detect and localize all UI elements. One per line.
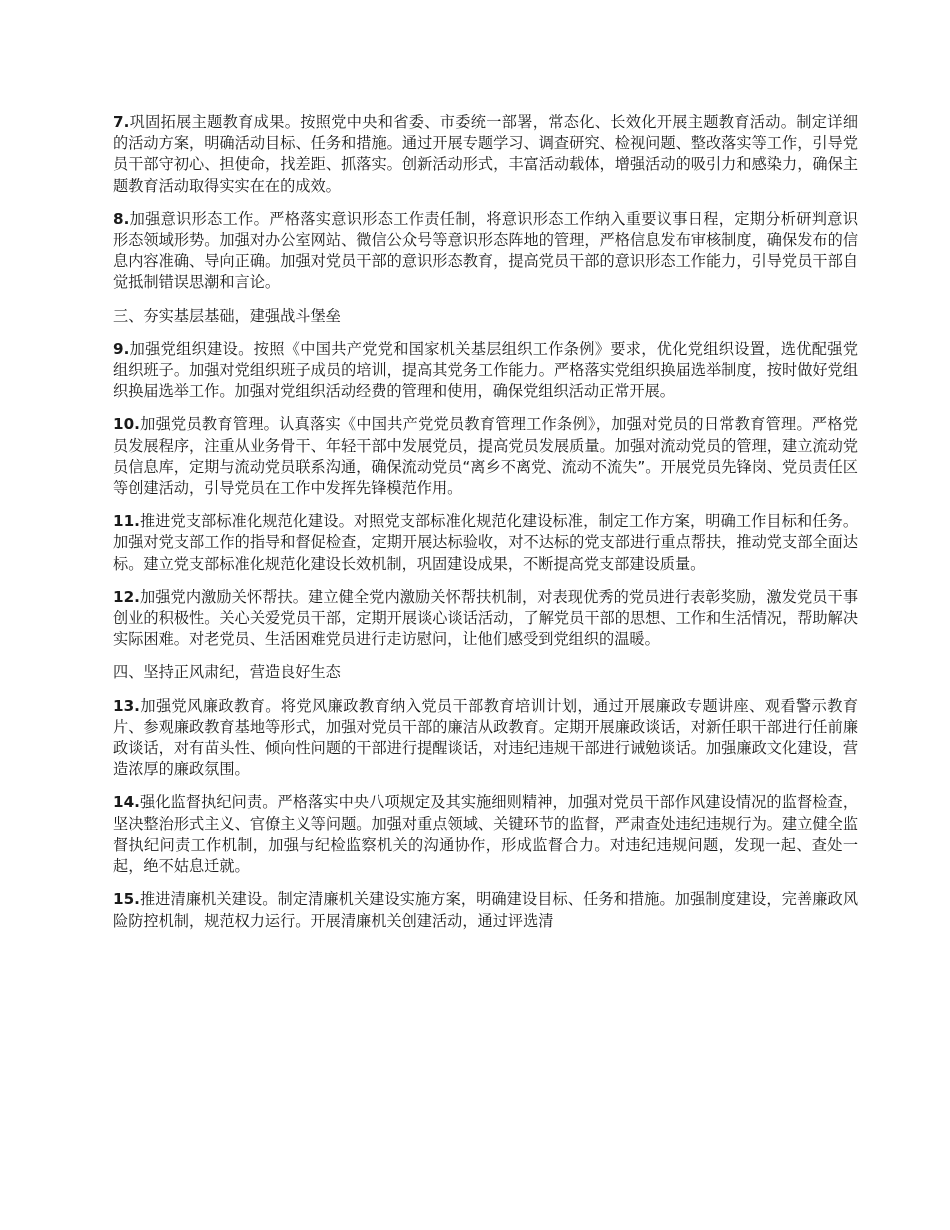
- paragraph-item-13: [113, 696, 858, 781]
- paragraph-item-15: [113, 889, 858, 931]
- paragraph-item-7: [113, 112, 858, 197]
- paragraph-item-9: [113, 339, 858, 403]
- item-number: 15.: [113, 890, 140, 909]
- paragraph-text: 推进清廉机关建设。制定清廉机关建设实施方案，明确建设目标、任务和措施。加强制度建设，完善廉政风险防控机制，规范权力运行。开展清廉机关创建活动，通过评选清: [113, 890, 858, 930]
- paragraph-text: 加强意识形态工作。严格落实意识形态工作责任制，将意识形态工作纳入重要议事日程，定期分析研判意识形态领域形势。加强对办公室网站、微信公众号等意识形态阵地的管理，严格信息发布审核制度，确保发布的信息内容准确、导向正确。加强对党员干部的意识形态教育，提高党员干部的意识形态工作能力，引导党员干部自觉抵制错误思潮和言论。: [113, 209, 858, 292]
- paragraph-text: 加强党员教育管理。认真落实《中国共产党党员教育管理工作条例》，加强对党员的日常教育管理。严格党员发展程序，注重从业务骨干、年轻干部中发展党员，提高党员发展质量。加强对流动党员的管理，建立流动党员信息库，定期与流动党员联系沟通，确保流动党员“离乡不离党、流动不流失”。开展党员先锋岗、党员责任区等创建活动，引导党员在工作中发挥先锋模范作用。: [113, 415, 858, 498]
- paragraph-text: 加强党风廉政教育。将党风廉政教育纳入党员干部教育培训计划，通过开展廉政专题讲座、观看警示教育片、参观廉政教育基地等形式，加强对党员干部的廉洁从政教育。定期开展廉政谈话，对新任职干部进行任前廉政谈话，对有苗头性、倾向性问题的干部进行提醒谈话，对违纪违规干部进行诫勉谈话。加强廉政文化建设，营造浓厚的廉政氛围。: [113, 696, 858, 779]
- paragraph-text: 强化监督执纪问责。严格落实中央八项规定及其实施细则精神，加强对党员干部作风建设情况的监督检查，坚决整治形式主义、官僚主义等问题。加强对重点领域、关键环节的监督，严肃查处违纪违规行为。建立健全监督执纪问责工作机制，加强与纪检监察机关的沟通协作，形成监督合力。对违纪违规问题，发现一起、查处一起，绝不姑息迁就。: [113, 793, 858, 876]
- section-heading-3: [113, 306, 858, 327]
- item-number: 10.: [113, 415, 140, 434]
- document-page: [113, 112, 858, 944]
- paragraph-item-10: [113, 414, 858, 499]
- item-number: 9.: [113, 339, 130, 358]
- paragraph-text: 加强党组织建设。按照《中国共产党党和国家机关基层组织工作条例》要求，优化党组织设置，选优配强党组织班子。加强对党组织班子成员的培训，提高其党务工作能力。严格落实党组织换届选举制度，按时做好党组织换届选举工作。加强对党组织活动经费的管理和使用，确保党组织活动正常开展。: [113, 339, 858, 401]
- section-heading-4: [113, 662, 858, 683]
- item-number: 8.: [113, 209, 130, 228]
- heading-text: 三、夯实基层基础，建强战斗堡垒: [113, 306, 341, 325]
- item-number: 12.: [113, 587, 140, 606]
- paragraph-item-14: [113, 792, 858, 877]
- item-number: 14.: [113, 793, 140, 812]
- item-number: 11.: [113, 512, 140, 531]
- item-number: 13.: [113, 696, 140, 715]
- item-number: 7.: [113, 113, 130, 131]
- paragraph-item-11: [113, 511, 858, 575]
- paragraph-item-8: [113, 209, 858, 294]
- heading-text: 四、坚持正风肃纪，营造良好生态: [113, 663, 341, 682]
- paragraph-item-12: [113, 587, 858, 651]
- paragraph-text: 巩固拓展主题教育成果。按照党中央和省委、市委统一部署，常态化、长效化开展主题教育活动。制定详细的活动方案，明确活动目标、任务和措施。通过开展专题学习、调查研究、检视问题、整改落实等工作，引导党员干部守初心、担使命，找差距、抓落实。创新活动形式，丰富活动载体，增强活动的吸引力和感染力，确保主题教育活动取得实实在在的成效。: [113, 113, 858, 195]
- paragraph-text: 推进党支部标准化规范化建设。对照党支部标准化规范化建设标准，制定工作方案，明确工作目标和任务。加强对党支部工作的指导和督促检查，定期开展达标验收，对不达标的党支部进行重点帮扶，推动党支部全面达标。建立党支部标准化规范化建设长效机制，巩固建设成果，不断提高党支部建设质量。: [113, 512, 858, 573]
- paragraph-text: 加强党内激励关怀帮扶。建立健全党内激励关怀帮扶机制，对表现优秀的党员进行表彰奖励，激发党员干事创业的积极性。关心关爱党员干部，定期开展谈心谈话活动，了解党员干部的思想、工作和生活情况，帮助解决实际困难。对老党员、生活困难党员进行走访慰问，让他们感受到党组织的温暖。: [113, 587, 858, 649]
